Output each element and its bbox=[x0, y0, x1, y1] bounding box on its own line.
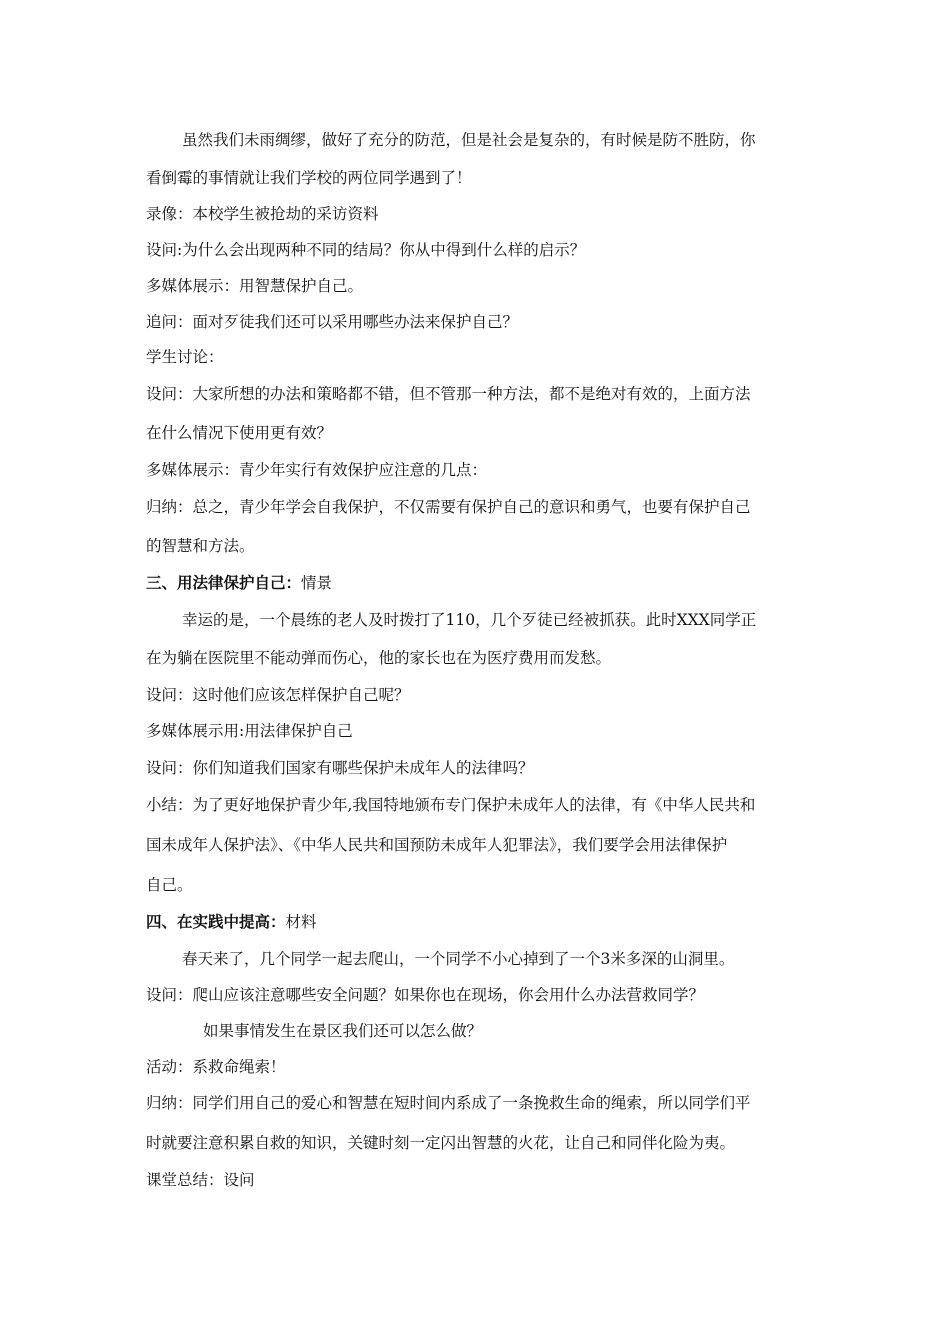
paragraph-line: 自己。 bbox=[146, 876, 193, 894]
paragraph-line: 看倒霉的事情就让我们学校的两位同学遇到了！ bbox=[146, 169, 472, 187]
paragraph-line: 幸运的是，一个晨练的老人及时拨打了110，几个歹徒已经被抓获。此时XXX同学正 bbox=[182, 611, 757, 629]
paragraph-line: 在什么情况下使用更有效？ bbox=[146, 424, 333, 442]
paragraph-line: 归纳：同学们用自己的爱心和智慧在短时间内系成了一条挽救生命的绳索，所以同学们平 bbox=[146, 1094, 751, 1112]
paragraph-line: 设问：这时他们应该怎样保护自己呢？ bbox=[146, 686, 410, 704]
section-heading bbox=[146, 573, 826, 593]
paragraph-line: 小结：为了更好地保护青少年,我国特地颁布专门保护未成年人的法律，有《中华人民共和 bbox=[146, 796, 756, 814]
paragraph-line: 春天来了，几个同学一起去爬山，一个同学不小心掉到了一个3米多深的山洞里。 bbox=[182, 950, 735, 968]
section-heading-title: 三、用法律保护自己： bbox=[146, 573, 302, 592]
paragraph-line: 归纳：总之，青少年学会自我保护，不仅需要有保护自己的意识和勇气，也要有保护自己 bbox=[146, 498, 751, 516]
paragraph-line: 在为躺在医院里不能动弹而伤心，他的家长也在为医疗费用而发愁。 bbox=[146, 649, 612, 667]
paragraph-line: 时就要注意积累自救的知识，关键时刻一定闪出智慧的火花，让自己和同伴化险为夷。 bbox=[146, 1134, 736, 1152]
paragraph-line: 设问：你们知道我们国家有哪些保护未成年人的法律吗？ bbox=[146, 759, 534, 777]
paragraph-line: 多媒体展示用:用法律保护自己 bbox=[146, 722, 353, 740]
paragraph-line: 多媒体展示：用智慧保护自己。 bbox=[146, 277, 364, 295]
paragraph-line: 如果事情发生在景区我们还可以怎么做？ bbox=[203, 1022, 483, 1040]
section-heading-title: 四、在实践中提高： bbox=[146, 912, 286, 931]
paragraph-line: 录像：本校学生被抢劫的采访资料 bbox=[146, 205, 379, 223]
paragraph-line: 国未成年人保护法》、《中华人民共和国预防未成年人犯罪法》，我们要学会用法律保护 bbox=[146, 836, 728, 854]
section-heading bbox=[146, 912, 826, 932]
paragraph-line: 活动：系救命绳索！ bbox=[146, 1058, 286, 1076]
section-heading-suffix: 材料 bbox=[285, 913, 317, 931]
paragraph-line: 设问:为什么会出现两种不同的结局？你从中得到什么样的启示？ bbox=[146, 241, 586, 259]
paragraph-line: 学生讨论： bbox=[146, 348, 224, 366]
paragraph-line: 多媒体展示：青少年实行有效保护应注意的几点： bbox=[146, 461, 488, 479]
paragraph-line: 课堂总结：设问 bbox=[146, 1171, 255, 1189]
paragraph-line: 设问：爬山应该注意哪些安全问题？如果你也在现场，你会用什么办法营救同学？ bbox=[146, 986, 705, 1004]
section-heading-suffix: 情景 bbox=[301, 574, 333, 592]
paragraph-line: 设问：大家所想的办法和策略都不错，但不管那一种方法，都不是绝对有效的，上面方法 bbox=[146, 385, 751, 403]
paragraph-line: 追问：面对歹徒我们还可以采用哪些办法来保护自己？ bbox=[146, 313, 519, 331]
paragraph-line: 的智慧和方法。 bbox=[146, 537, 255, 555]
paragraph-line: 虽然我们未雨绸缪，做好了充分的防范，但是社会是复杂的，有时候是防不胜防，你 bbox=[182, 131, 756, 149]
